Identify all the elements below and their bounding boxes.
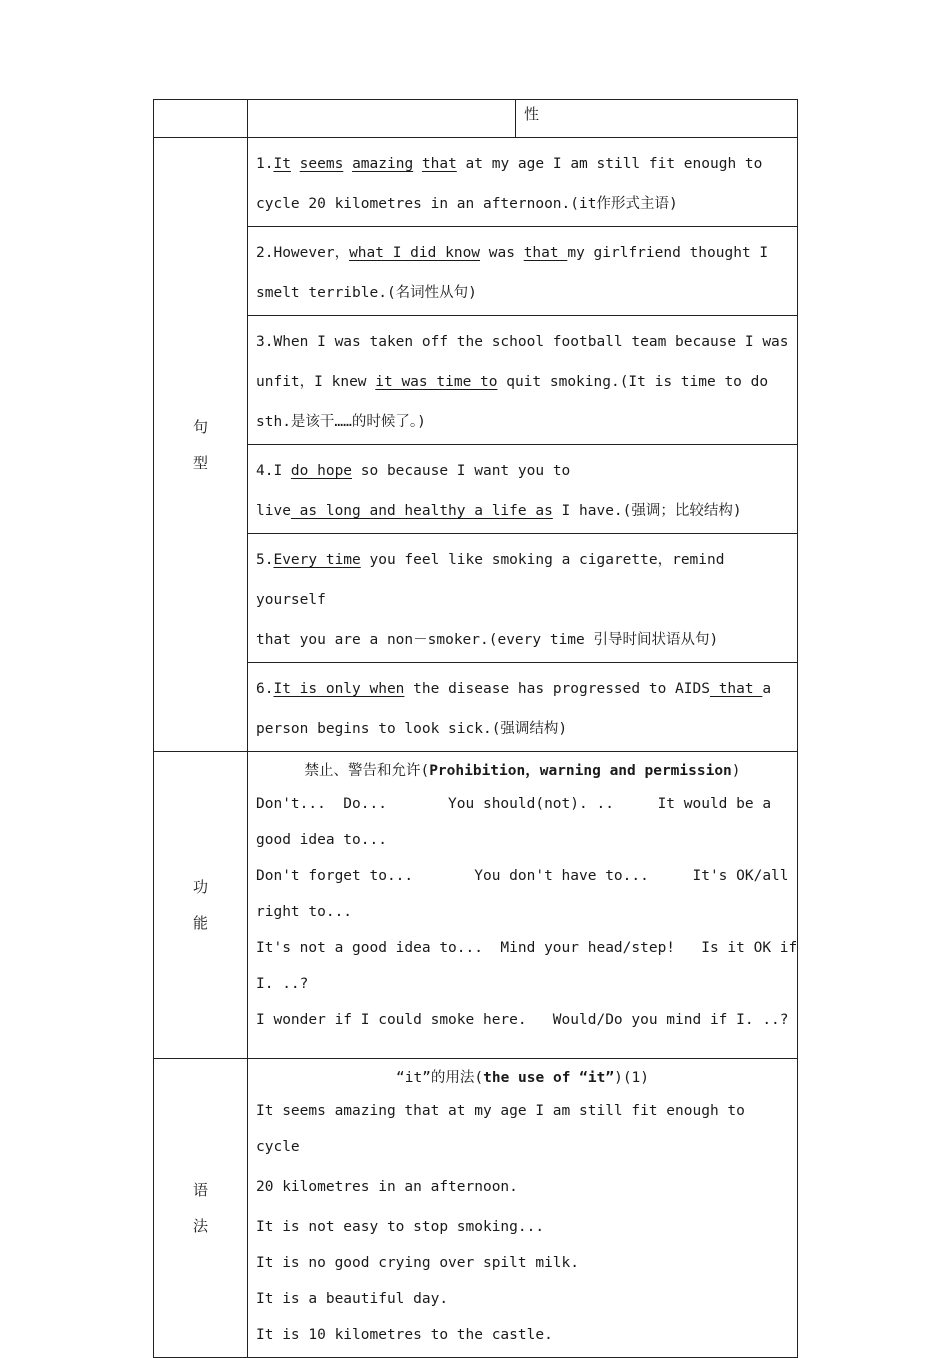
grammar-heading: “it”的用法(the use of “it”)(1) [395, 1070, 650, 1086]
summary-table [153, 99, 798, 1358]
sentence-row-3 [154, 316, 798, 445]
sentence-4: 4.I do hope so because I want you to live as long and healthy a life as I have.(强调；比较结构) [248, 445, 798, 534]
function-section-label: 功 能 [154, 752, 248, 1059]
function-block [248, 752, 798, 1059]
sentence-row-5 [154, 534, 798, 663]
grammar-line: It is not easy to stop smoking... [256, 1219, 545, 1235]
grammar-line: It is 10 kilometres to the castle. [256, 1327, 553, 1343]
sentence-2: 2.However，what I did know was that my girlfriend thought I smelt terrible.(名词性从句) [248, 227, 798, 316]
top-row-text: 性 [524, 105, 540, 123]
top-right-cell [248, 100, 798, 138]
document-table-wrapper [153, 99, 797, 1358]
function-heading: 禁止、警告和允许(Prohibition，warning and permission) [304, 763, 741, 779]
sentence-5: 5.Every time you feel like smoking a cigarette，remind yourself that you are a non－smoker.(every time 引导时间状语从句) [248, 534, 798, 663]
sentence-row-6 [154, 663, 798, 752]
function-line: It's not a good idea to... Mind your head/step! Is it OK if [256, 940, 798, 956]
function-row [154, 752, 798, 1059]
grammar-block [248, 1059, 798, 1358]
sentence-row-1 [154, 138, 798, 227]
function-line: Don't forget to... You don't have to... It's OK/all [256, 868, 789, 884]
sentence-row-2 [154, 227, 798, 316]
top-split-cell [248, 100, 516, 137]
top-row [154, 100, 798, 138]
sentence-section-label: 句 型 [154, 138, 248, 752]
grammar-line: It is no good crying over spilt milk. [256, 1255, 580, 1271]
top-left-cell [154, 100, 248, 138]
sentence-row-4 [154, 445, 798, 534]
function-line: Don't... Do... You should(not). .. It would be a [256, 796, 772, 812]
function-line: right to... [256, 904, 353, 920]
grammar-line: 20 kilometres in an afternoon. [256, 1179, 518, 1195]
sentence-3: 3.When I was taken off the school football team because I was unfit，I knew it was time to quit smoking.(It is time to do sth.是该干……的时候了。) [248, 316, 798, 445]
sentence-6: 6.It is only when the disease has progressed to AIDS that a person begins to look sick.(强调结构) [248, 663, 798, 752]
grammar-section-label: 语 法 [154, 1059, 248, 1358]
function-line: I wonder if I could smoke here. Would/Do you mind if I. ..? [256, 1012, 789, 1028]
function-line: I. ..? [256, 976, 309, 992]
grammar-row [154, 1059, 798, 1358]
sentence-1: 1.It seems amazing that at my age I am still fit enough to cycle 20 kilometres in an afternoon.(it作形式主语) [248, 138, 798, 227]
grammar-line: It is a beautiful day. [256, 1291, 449, 1307]
function-line: good idea to... [256, 832, 387, 848]
grammar-line: It seems amazing that at my age I am still fit enough to cycle [256, 1103, 745, 1155]
